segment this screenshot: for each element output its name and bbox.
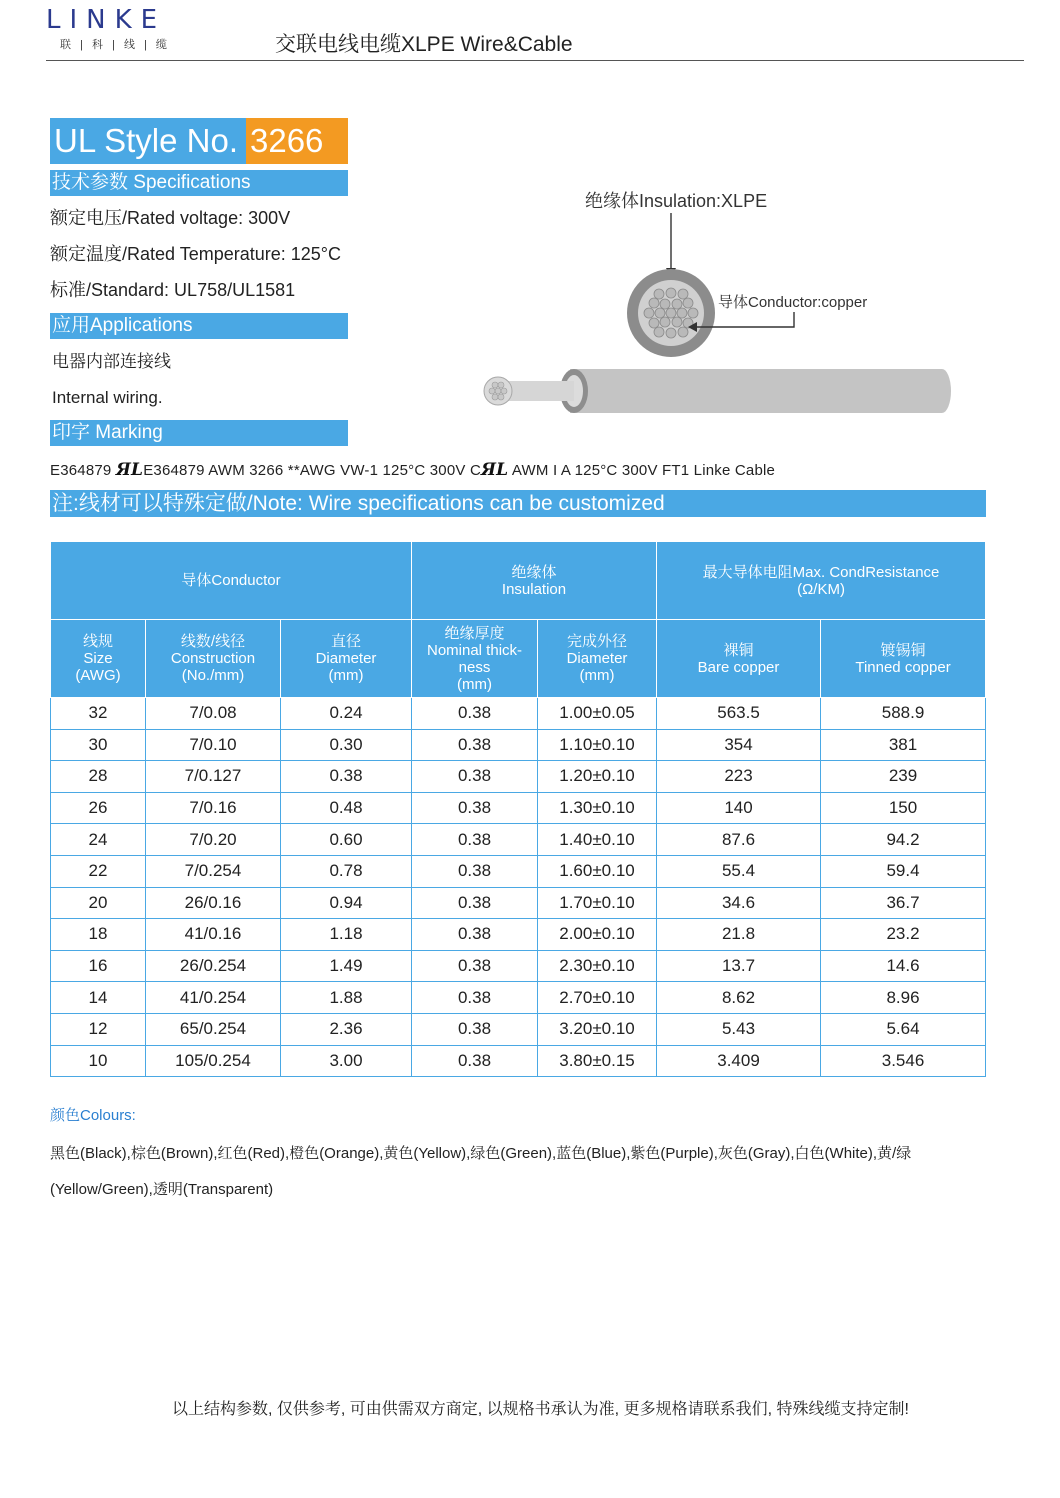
cell-tinned-copper: 588.9 xyxy=(821,698,986,730)
cell-tinned-copper: 239 xyxy=(821,761,986,793)
header-insulation xyxy=(412,542,657,620)
header-size xyxy=(51,620,146,698)
cell-construction: 105/0.254 xyxy=(146,1045,281,1077)
cell-thickness: 0.38 xyxy=(412,855,538,887)
cell-overall-diameter: 2.70±0.10 xyxy=(538,982,657,1014)
specifications-heading: 技术参数 Specifications xyxy=(50,170,348,196)
table-row xyxy=(51,887,986,919)
ul-listing-mark-2: ЯL xyxy=(480,460,509,480)
table-body xyxy=(51,698,986,1077)
header-conductor-diameter xyxy=(281,620,412,698)
cell-size: 22 xyxy=(51,855,146,887)
cell-construction: 41/0.16 xyxy=(146,919,281,951)
logo-wordmark: LINKE xyxy=(46,5,167,35)
cell-overall-diameter: 3.80±0.15 xyxy=(538,1045,657,1077)
cell-construction: 41/0.254 xyxy=(146,982,281,1014)
cell-thickness: 0.38 xyxy=(412,1045,538,1077)
header-tinned-copper-en: Tinned copper xyxy=(855,658,951,676)
marking-part-3: AWM I A 125°C 300V FT1 Linke Cable xyxy=(508,462,776,479)
header-tinned-copper-cn: 镀锡铜 xyxy=(880,641,926,659)
header-bare-copper-en: Bare copper xyxy=(697,658,780,676)
cell-thickness: 0.38 xyxy=(412,792,538,824)
header-divider xyxy=(46,60,1024,61)
cell-diameter: 0.30 xyxy=(281,729,412,761)
cell-diameter: 3.00 xyxy=(281,1045,412,1077)
cell-bare-copper: 87.6 xyxy=(657,824,821,856)
cell-construction: 7/0.20 xyxy=(146,824,281,856)
cell-bare-copper: 55.4 xyxy=(657,855,821,887)
cell-diameter: 0.24 xyxy=(281,698,412,730)
cell-overall-diameter: 1.40±0.10 xyxy=(538,824,657,856)
header-conductor-diameter-cn: 直径 xyxy=(331,633,362,650)
cell-diameter: 0.94 xyxy=(281,887,412,919)
applications-en: Internal wiring. xyxy=(52,388,163,407)
cable-illustration xyxy=(470,185,970,425)
cell-bare-copper: 8.62 xyxy=(657,982,821,1014)
cell-size: 30 xyxy=(51,729,146,761)
document-title: 交联电线电缆XLPE Wire&Cable xyxy=(275,33,573,56)
cell-size: 14 xyxy=(51,982,146,1014)
marking-text xyxy=(50,460,775,480)
cell-overall-diameter: 1.20±0.10 xyxy=(538,761,657,793)
specification-table xyxy=(50,541,986,1077)
marking-part-2: E364879 AWM 3266 **AWG VW-1 125°C 300V C xyxy=(143,462,481,479)
cell-bare-copper: 223 xyxy=(657,761,821,793)
header-resistance-unit: (Ω/KM) xyxy=(797,580,845,598)
header-construction-cn: 线数/线径 xyxy=(180,633,246,650)
header-bare-copper xyxy=(657,620,821,698)
cell-diameter: 1.18 xyxy=(281,919,412,951)
header-bare-copper-cn: 裸铜 xyxy=(723,641,754,659)
cell-thickness: 0.38 xyxy=(412,761,538,793)
cell-construction: 7/0.08 xyxy=(146,698,281,730)
cell-overall-diameter: 1.10±0.10 xyxy=(538,729,657,761)
cell-size: 32 xyxy=(51,698,146,730)
cell-tinned-copper: 14.6 xyxy=(821,950,986,982)
cell-construction: 26/0.16 xyxy=(146,887,281,919)
cell-size: 12 xyxy=(51,1013,146,1045)
cell-bare-copper: 21.8 xyxy=(657,919,821,951)
cell-thickness: 0.38 xyxy=(412,824,538,856)
cell-overall-diameter: 2.30±0.10 xyxy=(538,950,657,982)
cell-thickness: 0.38 xyxy=(412,887,538,919)
cell-overall-diameter: 1.70±0.10 xyxy=(538,887,657,919)
cell-thickness: 0.38 xyxy=(412,729,538,761)
cell-diameter: 0.38 xyxy=(281,761,412,793)
footer-disclaimer: 以上结构参数, 仅供参考, 可由供需双方商定, 以规格书承认为准, 更多规格请联系我们, 特殊线缆支持定制! xyxy=(172,1401,909,1418)
standard: 标准/Standard: UL758/UL1581 xyxy=(50,280,296,300)
table-row xyxy=(51,919,986,951)
header-construction xyxy=(146,620,281,698)
table-row xyxy=(51,792,986,824)
table-row xyxy=(51,698,986,730)
cell-diameter: 1.49 xyxy=(281,950,412,982)
cell-construction: 7/0.127 xyxy=(146,761,281,793)
cell-bare-copper: 354 xyxy=(657,729,821,761)
cell-overall-diameter: 3.20±0.10 xyxy=(538,1013,657,1045)
header-overall-diameter-cn: 完成外径 xyxy=(567,633,628,650)
cell-construction: 65/0.254 xyxy=(146,1013,281,1045)
header-thickness-en-2: ness xyxy=(458,658,491,676)
cell-thickness: 0.38 xyxy=(412,1013,538,1045)
style-number: 3266 xyxy=(246,118,348,164)
table-row xyxy=(51,824,986,856)
header-overall-diameter-unit: (mm) xyxy=(579,667,615,684)
logo-subtitle: 联 | 科 | 线 | 缆 xyxy=(60,39,170,51)
cell-bare-copper: 563.5 xyxy=(657,698,821,730)
ul-listing-mark: ЯL xyxy=(115,460,144,480)
rated-voltage: 额定电压/Rated voltage: 300V xyxy=(50,208,291,228)
insulation-label: 绝缘体Insulation:XLPE xyxy=(585,191,768,211)
header-nominal-thickness xyxy=(412,620,538,698)
cell-overall-diameter: 1.30±0.10 xyxy=(538,792,657,824)
cell-bare-copper: 5.43 xyxy=(657,1013,821,1045)
header-size-cn: 线规 xyxy=(82,633,113,650)
header-thickness-en-1: Nominal thick- xyxy=(427,641,523,659)
table-row xyxy=(51,1013,986,1045)
cell-thickness: 0.38 xyxy=(412,950,538,982)
customization-note: 注:线材可以特殊定做/Note: Wire specifications can be customized xyxy=(50,490,986,517)
cell-diameter: 0.78 xyxy=(281,855,412,887)
cell-construction: 7/0.16 xyxy=(146,792,281,824)
cell-tinned-copper: 8.96 xyxy=(821,982,986,1014)
cell-overall-diameter: 2.00±0.10 xyxy=(538,919,657,951)
header-conductor: 导体Conductor xyxy=(51,542,412,620)
rated-temperature: 额定温度/Rated Temperature: 125°C xyxy=(50,244,341,264)
table-row xyxy=(51,855,986,887)
header-conductor-diameter-en: Diameter xyxy=(315,650,377,667)
cell-size: 16 xyxy=(51,950,146,982)
header-size-unit: (AWG) xyxy=(75,667,121,684)
header-tinned-copper xyxy=(821,620,986,698)
cell-thickness: 0.38 xyxy=(412,982,538,1014)
cell-size: 24 xyxy=(51,824,146,856)
cell-tinned-copper: 36.7 xyxy=(821,887,986,919)
cell-construction: 26/0.254 xyxy=(146,950,281,982)
applications-cn: 电器内部连接线 xyxy=(52,352,171,371)
cell-tinned-copper: 5.64 xyxy=(821,1013,986,1045)
cell-size: 18 xyxy=(51,919,146,951)
conductor-label: 导体Conductor:copper xyxy=(718,294,868,311)
colours-list: 黑色(Black),棕色(Brown),红色(Red),橙色(Orange),黄色(Yellow),绿色(Green),蓝色(Blue),紫色(Purple),灰色(Gray),白色(White),黄/绿(Yellow/Green),透明(Transparent) xyxy=(50,1145,912,1198)
cell-size: 28 xyxy=(51,761,146,793)
cell-size: 10 xyxy=(51,1045,146,1077)
cell-diameter: 0.60 xyxy=(281,824,412,856)
header-conductor-diameter-unit: (mm) xyxy=(328,667,364,684)
marking-heading: 印字 Marking xyxy=(50,420,348,446)
style-badge xyxy=(50,118,348,164)
cell-tinned-copper: 381 xyxy=(821,729,986,761)
cell-bare-copper: 3.409 xyxy=(657,1045,821,1077)
cell-diameter: 2.36 xyxy=(281,1013,412,1045)
colours-heading: 颜色Colours: xyxy=(50,1107,136,1124)
header-construction-en: Construction xyxy=(170,650,256,667)
header-thickness-cn: 绝缘厚度 xyxy=(444,624,505,642)
cell-thickness: 0.38 xyxy=(412,919,538,951)
marking-part-1: E364879 xyxy=(50,462,112,479)
cell-tinned-copper: 94.2 xyxy=(821,824,986,856)
header-thickness-unit: (mm) xyxy=(457,675,492,693)
cell-bare-copper: 34.6 xyxy=(657,887,821,919)
cell-construction: 7/0.10 xyxy=(146,729,281,761)
cell-tinned-copper: 3.546 xyxy=(821,1045,986,1077)
cell-overall-diameter: 1.60±0.10 xyxy=(538,855,657,887)
applications-heading: 应用Applications xyxy=(50,313,348,339)
header-overall-diameter xyxy=(538,620,657,698)
cell-bare-copper: 140 xyxy=(657,792,821,824)
style-label: UL Style No. xyxy=(50,118,246,164)
table-row xyxy=(51,982,986,1014)
header-insulation-cn: 绝缘体 xyxy=(511,563,557,581)
cell-diameter: 1.88 xyxy=(281,982,412,1014)
table-row xyxy=(51,761,986,793)
cell-size: 26 xyxy=(51,792,146,824)
cell-tinned-copper: 59.4 xyxy=(821,855,986,887)
cell-size: 20 xyxy=(51,887,146,919)
header-construction-unit: (No./mm) xyxy=(181,667,245,684)
cell-construction: 7/0.254 xyxy=(146,855,281,887)
cell-bare-copper: 13.7 xyxy=(657,950,821,982)
table-row xyxy=(51,950,986,982)
company-logo xyxy=(46,6,202,52)
cell-overall-diameter: 1.00±0.05 xyxy=(538,698,657,730)
cell-tinned-copper: 150 xyxy=(821,792,986,824)
header-size-en: Size xyxy=(83,650,113,667)
cell-diameter: 0.48 xyxy=(281,792,412,824)
cell-thickness: 0.38 xyxy=(412,698,538,730)
header-overall-diameter-en: Diameter xyxy=(566,650,628,667)
cable-diagram xyxy=(470,185,970,425)
table-row xyxy=(51,729,986,761)
cell-tinned-copper: 23.2 xyxy=(821,919,986,951)
table-row xyxy=(51,1045,986,1077)
header-resistance-cn: 最大导体电阻Max. CondResistance xyxy=(702,563,940,581)
header-insulation-en: Insulation xyxy=(501,580,567,598)
header-resistance xyxy=(657,542,986,620)
